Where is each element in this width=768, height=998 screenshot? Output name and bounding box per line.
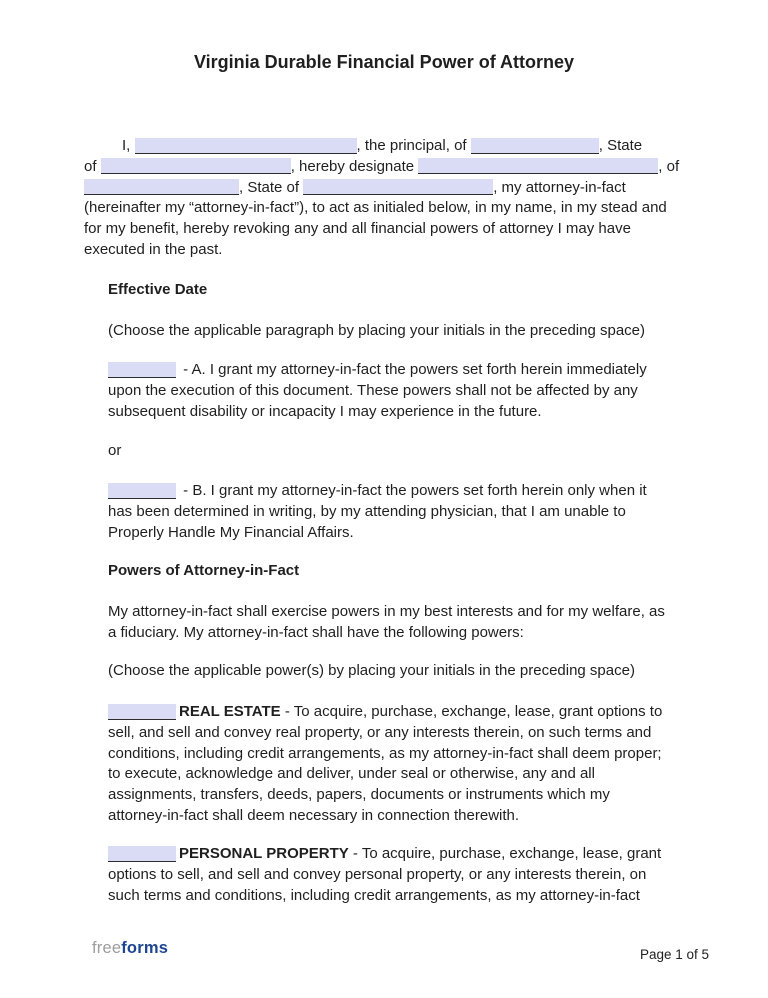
initials-b-field[interactable] (108, 483, 176, 499)
opening-line-3-text-1: , State of (239, 178, 304, 196)
principal-city-field[interactable] (471, 138, 599, 154)
freeforms-logo (92, 939, 168, 958)
effective-date-heading: Effective Date (108, 281, 208, 298)
opening-paragraph (84, 136, 679, 261)
opening-line-1-text-3: , State (598, 137, 643, 154)
personal-property-label: PERSONAL PROPERTY (179, 845, 349, 862)
principal-state-field[interactable] (101, 158, 291, 174)
paragraph-b (108, 481, 647, 543)
powers-heading: Powers of Attorney-in-Fact (108, 562, 300, 579)
real-estate-line-4: to execute, acknowledge and deliver, under seal or otherwise, any and all (108, 765, 595, 783)
real-estate-line-2: sell, and sell and convey real property, or any interests therein, on such terms and (108, 723, 652, 741)
opening-line-6: executed in the past. (84, 240, 223, 258)
or-text: or (108, 442, 122, 459)
paragraph-a-line-2: upon the execution of this document. These powers shall not be affected by any (108, 381, 638, 399)
freeforms-logo-free: free (92, 939, 122, 957)
freeforms-logo-forms: forms (121, 939, 169, 957)
real-estate-line-6: attorney-in-fact shall deem necessary in connection therewith. (108, 806, 520, 824)
paragraph-a (108, 360, 647, 422)
opening-line-3-text-2: , my attorney-in-fact (493, 178, 626, 196)
agent-name-field[interactable] (418, 158, 658, 174)
real-estate-label: REAL ESTATE (179, 703, 281, 720)
initials-personal-property-field[interactable] (108, 846, 176, 862)
choose-paragraph-note: (Choose the applicable paragraph by placing your initials in the preceding space) (108, 322, 645, 339)
principal-name-field[interactable] (135, 138, 357, 154)
opening-line-2 (84, 157, 679, 178)
paragraph-b-line-3: Properly Handle My Financial Affairs. (108, 523, 354, 541)
opening-line-3 (84, 178, 679, 199)
personal-property-line-2: options to sell, and sell and convey personal property, or any interests therein, on (108, 865, 647, 883)
opening-line-1 (84, 136, 679, 157)
paragraph-a-line-1 (108, 360, 647, 381)
initials-real-estate-field[interactable] (108, 704, 176, 720)
initials-a-field[interactable] (108, 362, 176, 378)
agent-city-field[interactable] (84, 179, 239, 195)
opening-line-1-text-2: , the principal, of (356, 137, 471, 154)
document-title: Virginia Durable Financial Power of Attorney (193, 52, 575, 72)
opening-line-5: for my benefit, hereby revoking any and all financial powers of attorney I may have (84, 220, 631, 238)
personal-property-text-1: - To acquire, purchase, exchange, lease, grant (348, 845, 662, 862)
choose-powers-note: (Choose the applicable power(s) by placing your initials in the preceding space) (108, 662, 635, 679)
powers-intro-line-1: My attorney-in-fact shall exercise powers in my best interests and for my welfare, as (108, 603, 665, 620)
paragraph-b-line-2: has been determined in writing, by my attending physician, that I am unable to (108, 502, 626, 520)
powers-intro (108, 602, 665, 644)
real-estate-text-1: - To acquire, purchase, exchange, lease, grant options to (280, 703, 663, 720)
opening-line-4: (hereinafter my “attorney-in-fact”), to act as initialed below, in my name, in my stead and (84, 199, 667, 217)
opening-line-1-text-1: I, (122, 137, 135, 154)
real-estate-line-3: conditions, including credit arrangements, as my attorney-in-fact shall deem proper; (108, 744, 662, 762)
paragraph-a-line-3: subsequent disability or incapacity I may experience in the future. (108, 402, 542, 420)
personal-property-line-3: such terms and conditions, including credit arrangements, as my attorney-in-fact (108, 886, 640, 904)
opening-line-2-text-3: , of (658, 157, 680, 175)
powers-intro-line-2: a fiduciary. My attorney-in-fact shall have the following powers: (108, 623, 524, 641)
personal-property-paragraph (108, 844, 661, 906)
real-estate-line-1 (108, 702, 662, 723)
opening-line-2-text-2: , hereby designate (290, 157, 419, 175)
opening-line-2-text-1: of (84, 157, 101, 175)
personal-property-line-1 (108, 844, 661, 865)
real-estate-paragraph (108, 702, 662, 827)
real-estate-line-5: assignments, transfers, deeds, papers, documents or instruments which my (108, 786, 610, 804)
agent-state-field[interactable] (303, 179, 493, 195)
page-number: Page 1 of 5 (640, 947, 710, 962)
paragraph-b-text-1: - B. I grant my attorney-in-fact the powers set forth herein only when it (179, 482, 647, 499)
paragraph-a-text-1: - A. I grant my attorney-in-fact the powers set forth herein immediately (179, 361, 647, 378)
paragraph-b-line-1 (108, 481, 647, 502)
